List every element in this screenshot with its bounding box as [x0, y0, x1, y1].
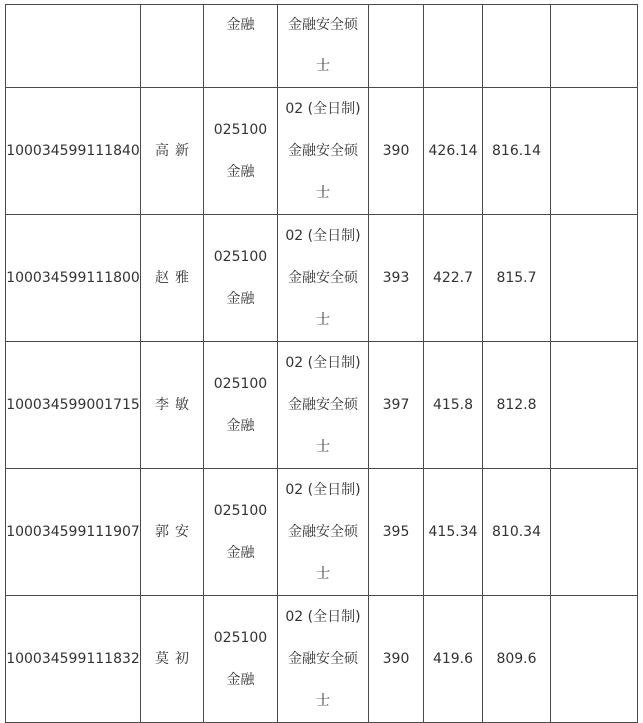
- name-last: 雅: [175, 270, 189, 286]
- name-cell: [141, 88, 204, 215]
- score-b-cell: [424, 469, 483, 596]
- major-cell: [204, 342, 278, 469]
- candidate-id: 100034599111832: [6, 651, 140, 667]
- major-name: 金融: [226, 545, 255, 561]
- direction-name-line1: 金融安全硕: [288, 143, 358, 159]
- table-row: [6, 342, 638, 469]
- name-cell: [141, 215, 204, 342]
- total-cell: [483, 5, 551, 88]
- direction-code: 02 (全日制): [285, 482, 361, 498]
- direction-name-line2: 士: [316, 58, 330, 74]
- direction-cell: [278, 342, 369, 469]
- total-cell: [483, 88, 551, 215]
- major-code: 025100: [213, 249, 268, 265]
- id-cell: [6, 469, 141, 596]
- table-row: [6, 215, 638, 342]
- direction-code: 02 (全日制): [285, 355, 361, 371]
- direction-name-line1: 金融安全硕: [288, 270, 358, 286]
- note-cell: [551, 342, 638, 469]
- id-cell: [6, 596, 141, 723]
- major-code: 025100: [213, 122, 268, 138]
- name-cell: [141, 596, 204, 723]
- direction-code: 02 (全日制): [285, 609, 361, 625]
- major-code: 025100: [213, 376, 268, 392]
- direction-name-line2: 士: [316, 312, 330, 328]
- direction-name-line2: 士: [316, 439, 330, 455]
- name-cell: [141, 342, 204, 469]
- table-row: [6, 596, 638, 723]
- note-cell: [551, 596, 638, 723]
- direction-cell: [278, 596, 369, 723]
- total-cell: [483, 342, 551, 469]
- name-last: 新: [175, 143, 189, 159]
- name-first: 赵: [155, 270, 169, 286]
- score-a-cell: [369, 215, 424, 342]
- major-code: 025100: [213, 630, 268, 646]
- major-cell: [204, 596, 278, 723]
- major-name: 金融: [226, 17, 255, 33]
- score-b: 419.6: [432, 651, 474, 667]
- major-name: 金融: [226, 291, 255, 307]
- score-b-cell: [424, 342, 483, 469]
- major-code: 025100: [213, 503, 268, 519]
- direction-name-line1: 金融安全硕: [288, 17, 358, 33]
- major-cell: [204, 5, 278, 88]
- direction-name-line1: 金融安全硕: [288, 651, 358, 667]
- major-cell: [204, 469, 278, 596]
- name-first: 李: [155, 397, 169, 413]
- total-score: 812.8: [496, 397, 537, 413]
- direction-name-line1: 金融安全硕: [288, 524, 358, 540]
- score-a-cell: [369, 88, 424, 215]
- score-a-cell: [369, 342, 424, 469]
- score-a-cell: [369, 469, 424, 596]
- direction-code: 02 (全日制): [285, 228, 361, 244]
- candidate-id: 100034599001715: [6, 397, 140, 413]
- name-first: 高: [155, 143, 169, 159]
- candidate-id: 100034599111840: [6, 143, 140, 159]
- direction-code: 02 (全日制): [285, 101, 361, 117]
- major-name: 金融: [226, 164, 255, 180]
- direction-cell: [278, 469, 369, 596]
- id-cell: [6, 342, 141, 469]
- total-score: 815.7: [496, 270, 537, 286]
- score-a-cell: [369, 596, 424, 723]
- name-first: 郭: [155, 524, 169, 540]
- note-cell: [551, 469, 638, 596]
- direction-cell: [278, 88, 369, 215]
- note-cell: [551, 88, 638, 215]
- score-a: 390: [382, 651, 410, 667]
- total-cell: [483, 469, 551, 596]
- name-cell: [141, 5, 204, 88]
- total-score: 809.6: [496, 651, 537, 667]
- major-cell: [204, 88, 278, 215]
- score-b: 415.8: [432, 397, 474, 413]
- score-a: 397: [382, 397, 410, 413]
- note-cell: [551, 215, 638, 342]
- note-cell: [551, 5, 638, 88]
- id-cell: [6, 5, 141, 88]
- score-b-cell: [424, 88, 483, 215]
- id-cell: [6, 88, 141, 215]
- candidate-id: 100034599111800: [6, 270, 140, 286]
- score-b: 422.7: [432, 270, 474, 286]
- total-score: 810.34: [492, 524, 541, 540]
- name-last: 安: [175, 524, 189, 540]
- direction-name-line2: 士: [316, 566, 330, 582]
- total-cell: [483, 596, 551, 723]
- score-b-cell: [424, 5, 483, 88]
- score-b: 415.34: [428, 524, 478, 540]
- name-last: 初: [175, 651, 189, 667]
- score-b-cell: [424, 596, 483, 723]
- major-name: 金融: [226, 418, 255, 434]
- direction-name-line1: 金融安全硕: [288, 397, 358, 413]
- name-cell: [141, 469, 204, 596]
- major-cell: [204, 215, 278, 342]
- score-a: 395: [382, 524, 410, 540]
- score-a: 393: [382, 270, 410, 286]
- name-last: 敏: [175, 397, 189, 413]
- score-b: 426.14: [428, 143, 478, 159]
- direction-name-line2: 士: [316, 185, 330, 201]
- name-first: 莫: [155, 651, 169, 667]
- direction-cell: [278, 5, 369, 88]
- admission-results-table: [5, 4, 638, 723]
- id-cell: [6, 215, 141, 342]
- table-row: [6, 469, 638, 596]
- table-row-partial: [6, 5, 638, 88]
- score-a-cell: [369, 5, 424, 88]
- total-cell: [483, 215, 551, 342]
- major-name: 金融: [226, 672, 255, 688]
- candidate-id: 100034599111907: [6, 524, 140, 540]
- score-a: 390: [382, 143, 410, 159]
- direction-name-line2: 士: [316, 693, 330, 709]
- direction-cell: [278, 215, 369, 342]
- score-b-cell: [424, 215, 483, 342]
- total-score: 816.14: [492, 143, 541, 159]
- table-row: [6, 88, 638, 215]
